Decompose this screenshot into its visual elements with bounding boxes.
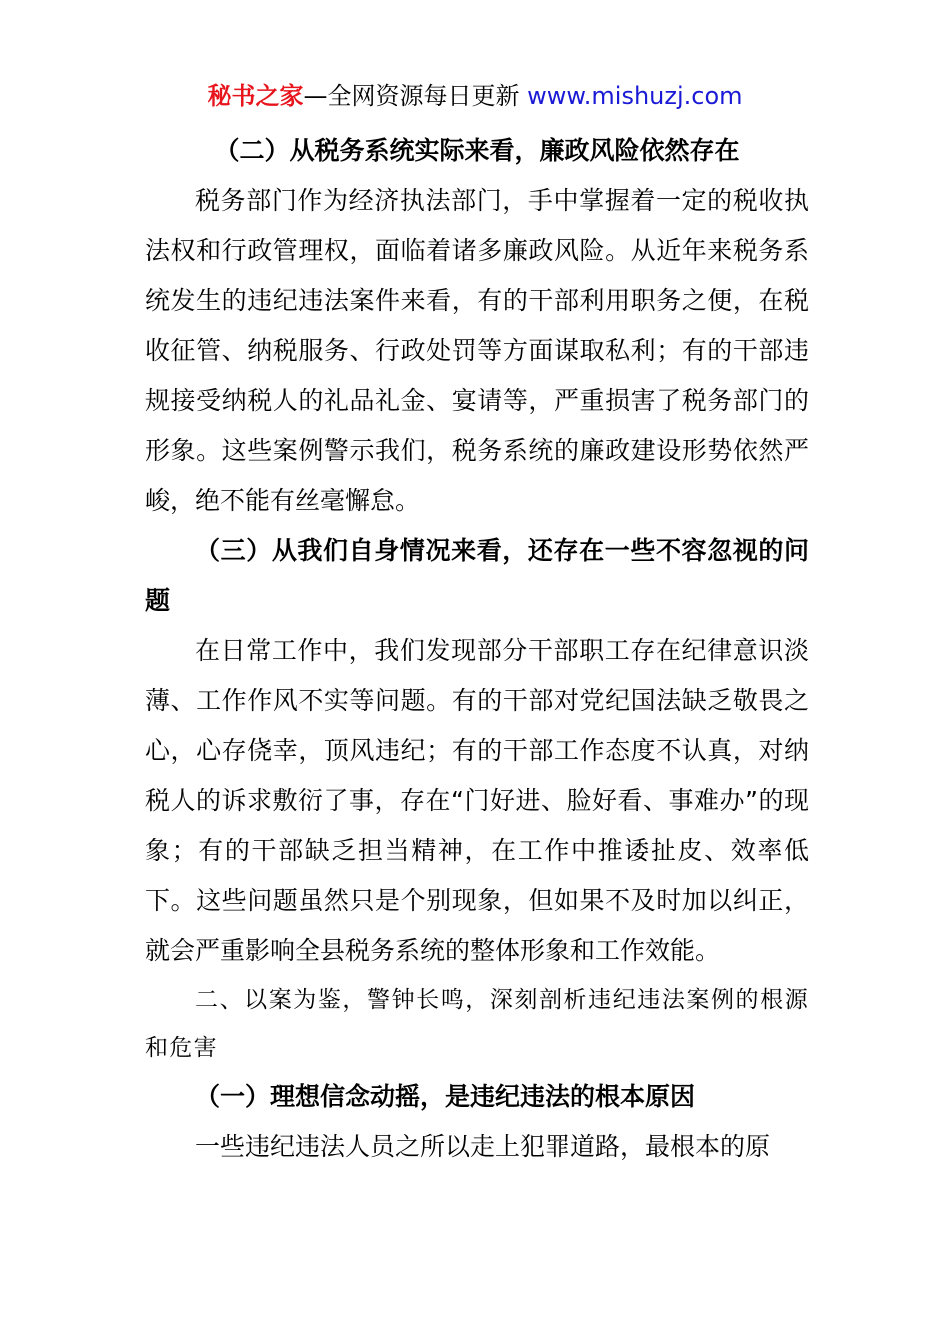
brand-name: 秘书之家 [207, 82, 304, 110]
section-title-two: 二、以案为鉴，警钟长鸣，深刻剖析违纪违法案例的根源和危害 [145, 987, 809, 1061]
site-url[interactable]: www.mishuzj.com [527, 82, 743, 110]
document-body [145, 126, 809, 1172]
paragraph-self-problems: 在日常工作中，我们发现部分干部职工存在纪律意识淡薄、工作作风不实等问题。有的干部对党纪国法缺乏敬畏之心，心存侥幸，顶风违纪；有的干部工作态度不认真，对纳税人的诉求敷衍了事，存在“门好进、脸好看、事难办”的现象；有的干部缺乏担当精神，在工作中推诿扯皮、效率低下。这些问题虽然只是个别现象，但如果不及时加以纠正，就会严重影响全县税务系统的整体形象和工作效能。 [145, 636, 809, 965]
header-slogan: —全网资源每日更新 [303, 82, 528, 110]
heading-section-2: （二）从税务系统实际来看，廉政风险依然存在 [214, 136, 740, 165]
paragraph-root-cause: 一些违纪违法人员之所以走上犯罪道路，最根本的原 [195, 1132, 771, 1161]
heading-subsection-1: （一）理想信念动摇，是违纪违法的根本原因 [195, 1082, 696, 1111]
heading-section-3: （三）从我们自身情况来看，还存在一些不容忽视的问题 [145, 536, 809, 615]
paragraph-tax-risk: 税务部门作为经济执法部门，手中掌握着一定的税收执法权和行政管理权，面临着诸多廉政风险。从近年来税务系统发生的违纪违法案件来看，有的干部利用职务之便，在税收征管、纳税服务、行政处罚等方面谋取私利；有的干部违规接受纳税人的礼品礼金、宴请等，严重损害了税务部门的形象。这些案例警示我们，税务系统的廉政建设形势依然严峻，绝不能有丝毫懈怠。 [145, 186, 809, 515]
site-header [0, 80, 950, 112]
